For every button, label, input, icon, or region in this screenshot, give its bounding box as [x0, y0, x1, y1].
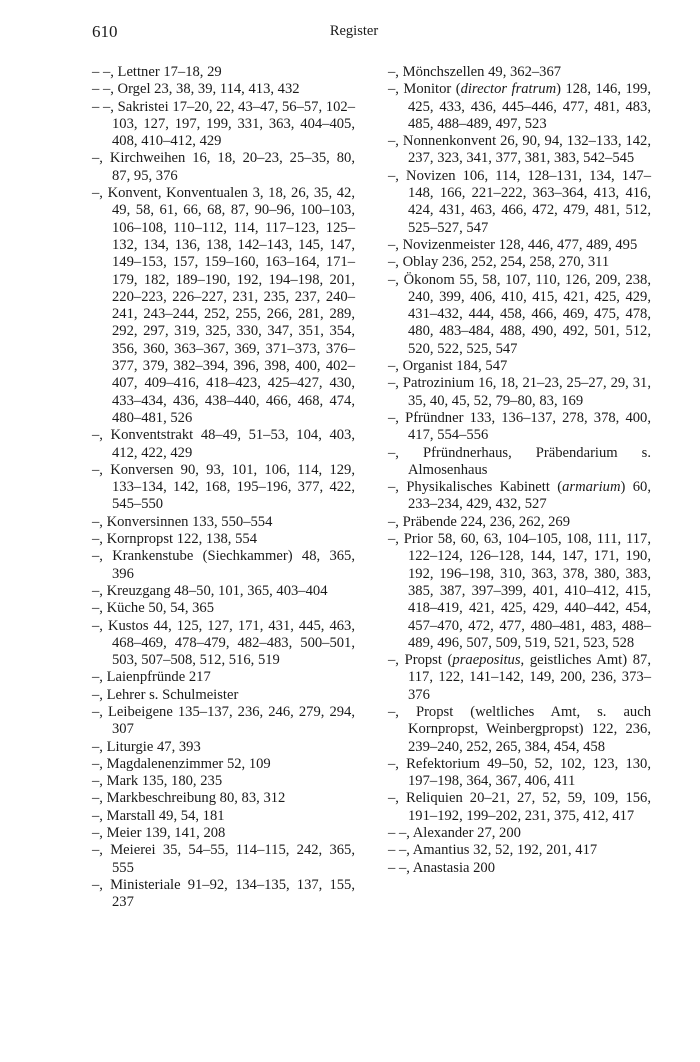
index-entry: –, Kornpropst 122, 138, 554 [92, 531, 257, 548]
page-header [92, 22, 616, 44]
index-entry: –, Organist 184, 547 [388, 358, 508, 375]
index-entry: –, Krankenstube (Siechkammer) 48, 365, 396 [92, 548, 355, 582]
index-entry: –, Meierei 35, 54–55, 114–115, 242, 365, 555 [92, 842, 355, 876]
index-entry: –, Konversen 90, 93, 101, 106, 114, 129, 133–134, 142, 168, 195–196, 377, 422, 545–550 [92, 461, 355, 513]
index-entry: –, Kustos 44, 125, 127, 171, 431, 445, 463, 468–469, 478–479, 482–483, 500–501, 503, 507–508, 512, 516, 519 [92, 617, 355, 669]
index-entry: –, Nonnenkonvent 26, 90, 94, 132–133, 142, 237, 323, 341, 377, 381, 383, 542–545 [388, 133, 651, 167]
index-entry: –, Meier 139, 141, 208 [92, 825, 226, 842]
index-column-right [388, 64, 651, 877]
index-column-left [92, 64, 355, 912]
index-entry: –, Präbende 224, 236, 262, 269 [388, 513, 570, 530]
index-entry: – –, Sakristei 17–20, 22, 43–47, 56–57, 102–103, 127, 197, 199, 331, 363, 404–405, 408, 410–412, 429 [92, 98, 355, 150]
running-title: Register [329, 23, 379, 39]
index-entry: –, Mönchszellen 49, 362–367 [388, 64, 562, 80]
index-entry: –, Konvent, Konventualen 3, 18, 26, 35, 42, 49, 58, 61, 66, 68, 87, 90–96, 100–103, 106–108, 110–112, 114, 117–123, 125–132, 134, 136, 138, 142–143, 145, 147, 149–153, 157, 159–160, 163–164, 171–179, 182, 189–190, 192, 194–198, 201, 220–223, 226–227, 231, 235, 237, 240–241, 243–244, 252, 255, 266, 281, 289, 292, 297, 319, 325, 330, 347, 351, 354, 356, 360, 363–367, 369, 371–373, 376–377, 379, 382–394, 396, 398, 400, 402–407, 409–416, 418–423, 425–427, 430, 433–434, 436, 438–440, 466, 468, 474, 480–481, 526 [92, 185, 355, 426]
index-entry: –, Kreuzgang 48–50, 101, 365, 403–404 [92, 582, 328, 599]
index-entry: – –, Amantius 32, 52, 192, 201, 417 [388, 842, 598, 859]
index-entry: –, Physikalisches Kabinett (armarium) 60, 233–234, 429, 432, 527 [388, 479, 651, 513]
index-entry: –, Mark 135, 180, 235 [92, 773, 223, 790]
index-entry: –, Refektorium 49–50, 52, 102, 123, 130, 197–198, 364, 367, 406, 411 [388, 755, 651, 790]
index-entry: – –, Lettner 17–18, 29 [92, 64, 222, 80]
index-entry: –, Laienpfründe 217 [92, 669, 211, 686]
index-entry: –, Propst (praepositus, geistliches Amt) 87, 117, 122, 141–142, 149, 200, 236, 373–376 [388, 652, 651, 703]
index-entry: –, Markbeschreibung 80, 83, 312 [92, 790, 286, 807]
index-entry: –, Kirchweihen 16, 18, 20–23, 25–35, 80, 87, 95, 376 [92, 150, 355, 184]
index-entry: –, Leibeigene 135–137, 236, 246, 279, 294, 307 [92, 703, 355, 738]
index-entry: –, Pfründner 133, 136–137, 278, 378, 400, 417, 554–556 [388, 409, 651, 444]
index-entry: – –, Anastasia 200 [388, 859, 496, 876]
index-entry: –, Reliquien 20–21, 27, 52, 59, 109, 156, 191–192, 199–202, 231, 375, 412, 417 [388, 790, 651, 824]
index-entry: –, Pfründnerhaus, Präbendarium s. Almosenhaus [388, 444, 651, 478]
index-entry: –, Liturgie 47, 393 [92, 738, 201, 755]
index-entry: –, Lehrer s. Schulmeister [92, 686, 239, 703]
page-number: 610 [92, 22, 118, 41]
index-entry: –, Monitor (director fratrum) 128, 146, 199, 425, 433, 436, 445–446, 477, 481, 483, 485, 488–489, 497, 523 [388, 81, 651, 132]
index-entry: –, Ökonom 55, 58, 107, 110, 126, 209, 238, 240, 399, 406, 410, 415, 421, 425, 429, 431–432, 444, 458, 466, 469, 475, 478, 480, 483–484, 488, 490, 492, 501, 512, 520, 522, 525, 547 [388, 271, 651, 357]
index-entry: –, Oblay 236, 252, 254, 258, 270, 311 [388, 254, 610, 271]
index-entry: – –, Alexander 27, 200 [388, 825, 521, 842]
index-entry: –, Küche 50, 54, 365 [92, 600, 215, 617]
index-entry: –, Konversinnen 133, 550–554 [92, 513, 273, 530]
index-entry: –, Prior 58, 60, 63, 104–105, 108, 111, 117, 122–124, 126–128, 144, 147, 171, 190, 192, 196–198, 310, 363, 378, 380, 383, 385, 387, 397–399, 401, 410–412, 415, 418–419, 421, 425, 429, 440–442, 454, 457–470, 472, 477, 480–481, 483, 488–489, 496, 507, 509, 519, 521, 523, 528 [388, 531, 651, 651]
index-entry: –, Ministeriale 91–92, 134–135, 137, 155, 237 [92, 876, 355, 911]
index-entry: –, Novizen 106, 114, 128–131, 134, 147–148, 166, 221–222, 363–364, 413, 416, 424, 431, 463, 466, 472, 479, 481, 512, 525–527, 547 [388, 167, 651, 236]
index-entry: –, Konventstrakt 48–49, 51–53, 104, 403, 412, 422, 429 [92, 427, 355, 461]
index-entry: – –, Orgel 23, 38, 39, 114, 413, 432 [92, 81, 300, 98]
index-entry: –, Magdalenenzimmer 52, 109 [92, 755, 271, 772]
index-entry: –, Novizenmeister 128, 446, 477, 489, 495 [388, 236, 638, 253]
index-entry: –, Marstall 49, 54, 181 [92, 807, 225, 824]
index-entry: –, Patrozinium 16, 18, 21–23, 25–27, 29, 31, 35, 40, 45, 52, 79–80, 83, 169 [388, 375, 651, 409]
index-entry: –, Propst (weltliches Amt, s. auch Kornpropst, Weinbergpropst) 122, 236, 239–240, 252, 265, 384, 454, 458 [388, 703, 651, 755]
